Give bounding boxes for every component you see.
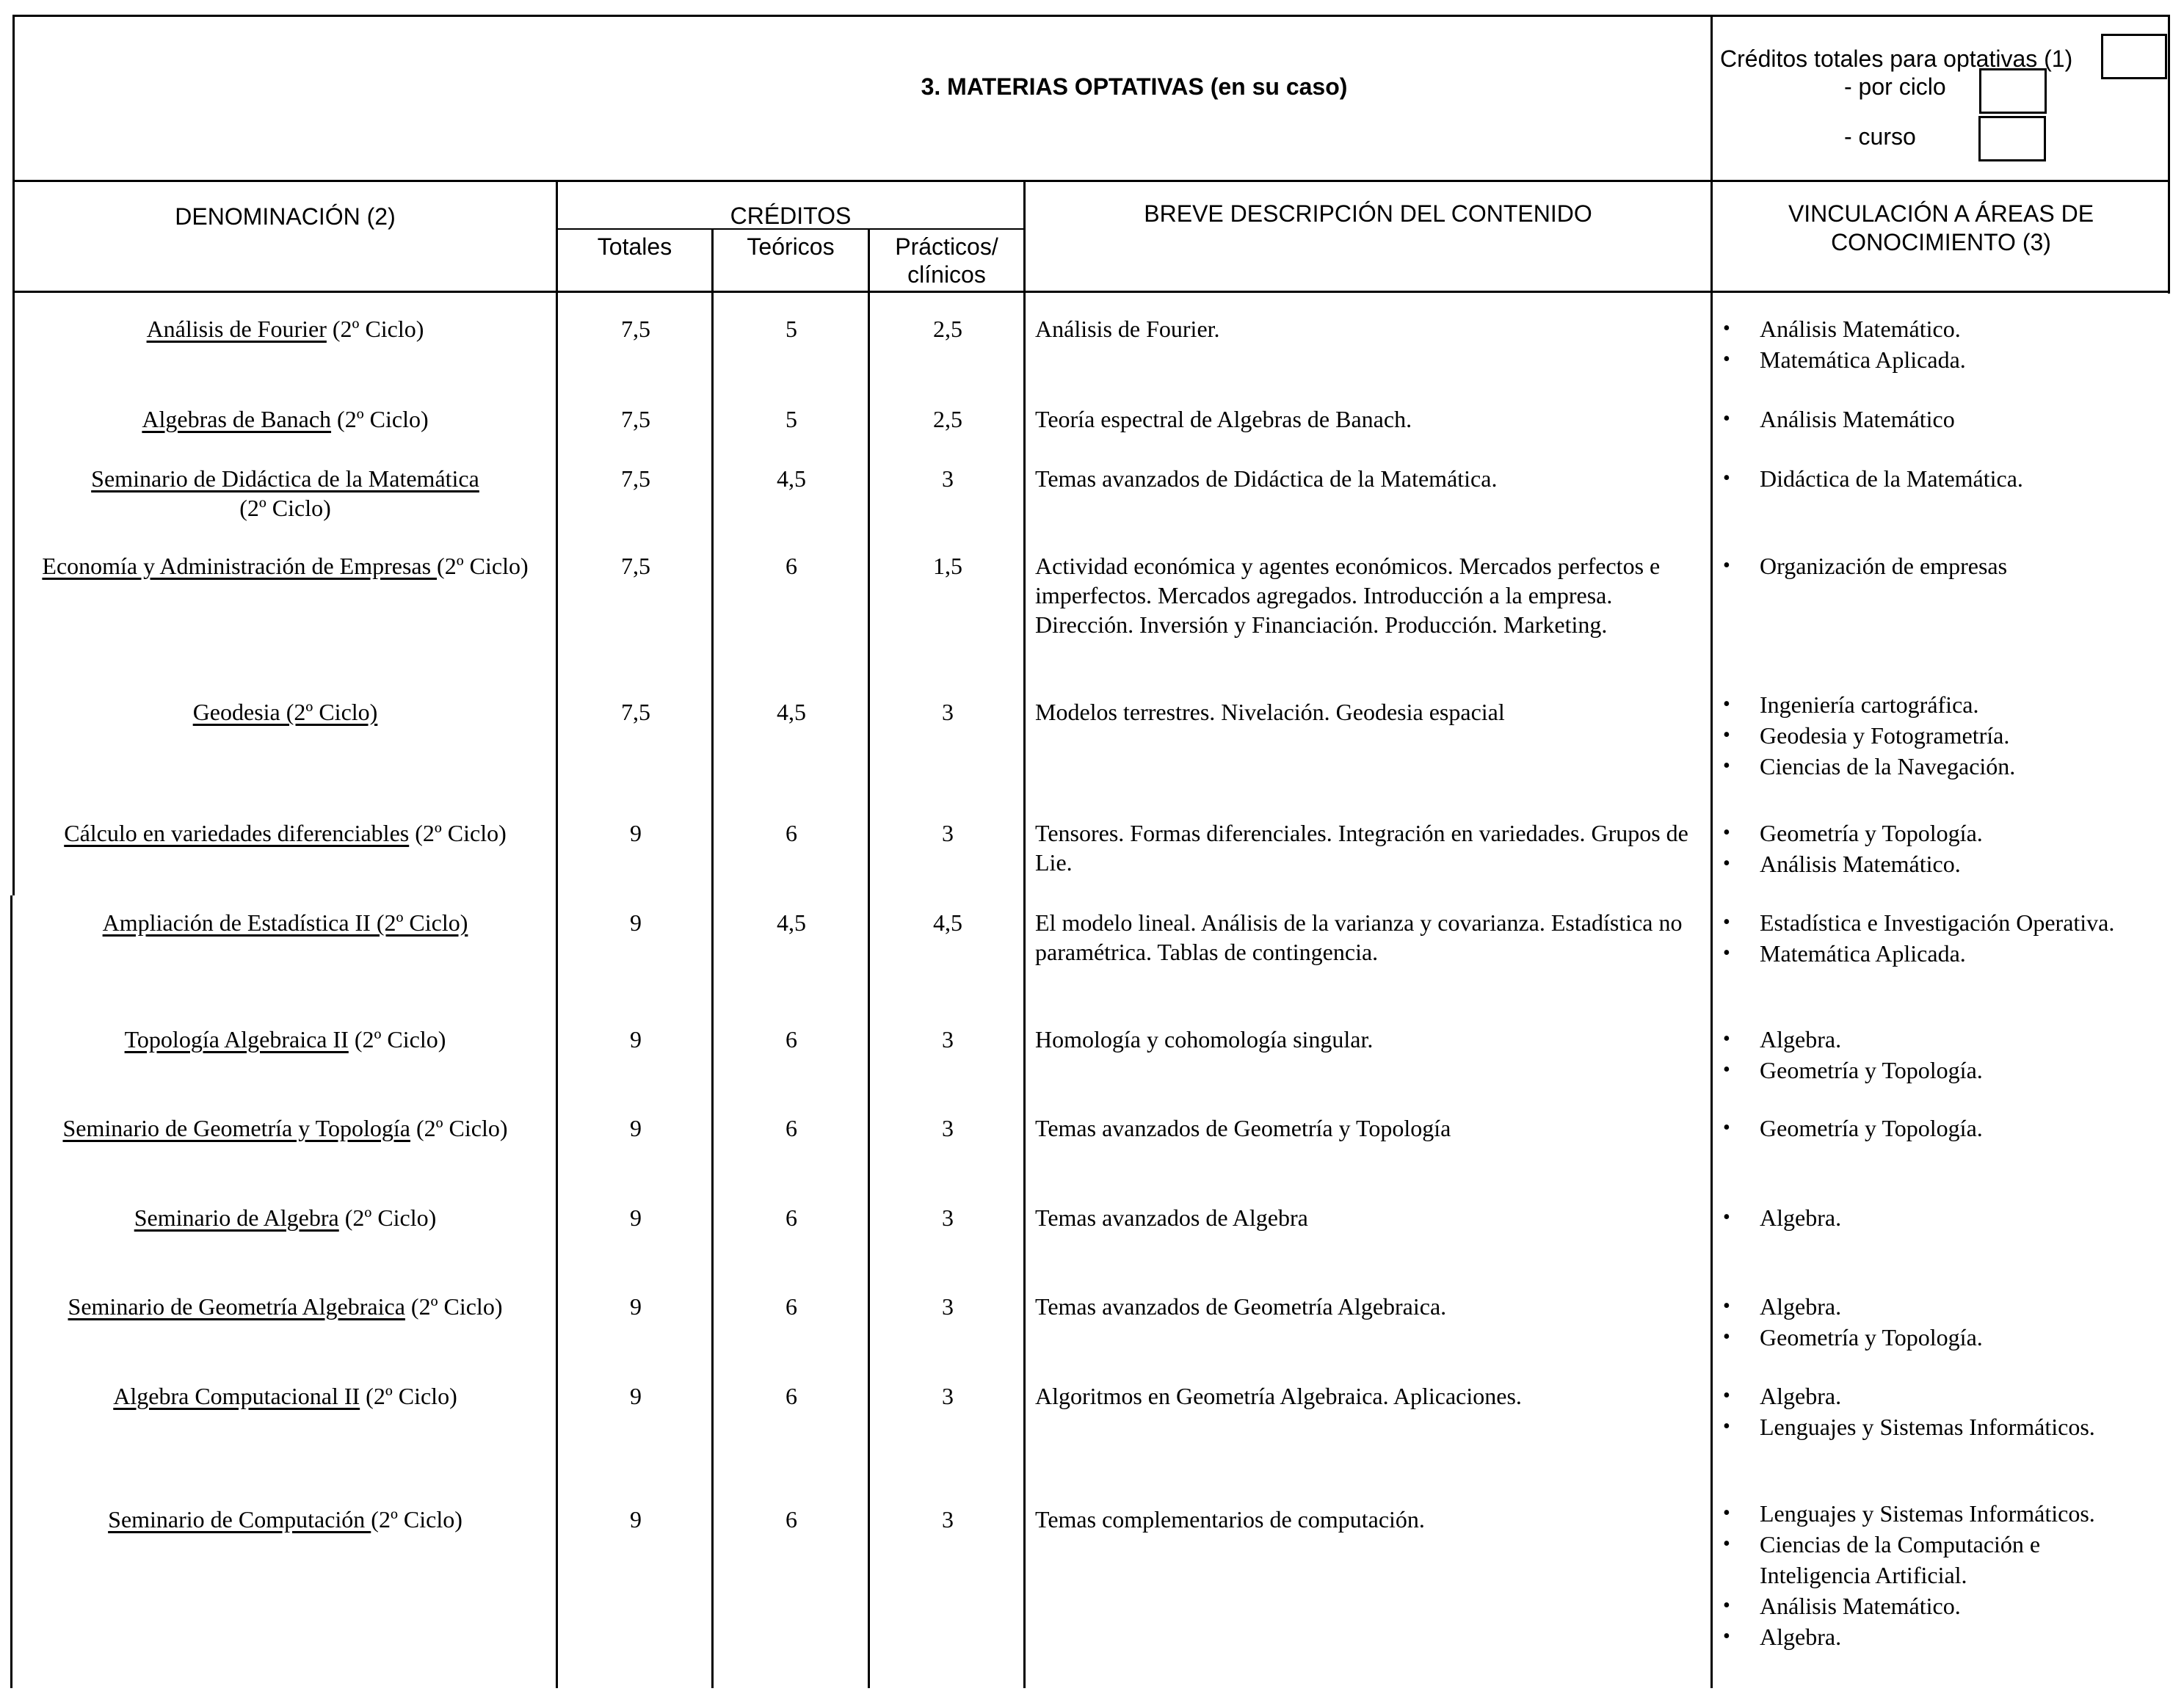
content-description: Temas complementarios de computación. [1035, 1506, 1425, 1533]
content-description: Homología y cohomología singular. [1035, 1026, 1374, 1053]
list-item [1713, 464, 2023, 495]
col-header-vinculacion-line2: CONOCIMIENTO (3) [1831, 229, 2051, 255]
credits-teoricos: 5 [786, 316, 797, 342]
content-description: Actividad económica y agentes económicos. Mercados perfectos e imperfectos. Mercados agregados. Introducción a la empresa. Dirección. Inversión y Financiación. Producción. Marketing. [1035, 553, 1661, 638]
border-left-lower [10, 895, 12, 1688]
credits-practicos: 3 [942, 1026, 954, 1053]
credits-totales: 9 [630, 1204, 642, 1231]
credits-teoricos: 6 [786, 1383, 797, 1409]
credits-teoricos: 6 [786, 1204, 797, 1231]
area-name: Análisis Matemático. [1760, 316, 1961, 342]
border-top [13, 15, 2170, 17]
list-item [1713, 752, 2015, 782]
list-item [1713, 818, 1983, 849]
area-name: Algebra. [1760, 1204, 1842, 1231]
list-item [1713, 721, 2015, 752]
col-header-totales: Totales [597, 233, 672, 260]
subject-title[interactable]: Seminario de Didáctica de la Matemática [91, 465, 479, 492]
area-name: Inteligencia Artificial. [1760, 1562, 1967, 1588]
bullet-icon: • [1723, 467, 1730, 490]
bullet-icon: • [1723, 407, 1730, 430]
area-name: Matemática Aplicada. [1760, 346, 1966, 373]
list-item [1713, 690, 2015, 721]
bullet-icon: • [1723, 693, 1730, 716]
bullet-icon: • [1723, 1058, 1730, 1081]
list-item [1713, 1622, 2095, 1653]
list-item [1713, 314, 1966, 345]
knowledge-areas-list [1713, 314, 1966, 376]
bullet-icon: • [1723, 942, 1730, 964]
credits-practicos: 3 [942, 465, 954, 492]
area-name: Análisis Matemático. [1760, 1593, 1961, 1619]
list-item [1713, 849, 1983, 880]
subject-cycle: (2º Ciclo) [437, 553, 529, 579]
list-item [1713, 1055, 1983, 1086]
credits-practicos: 3 [942, 820, 954, 846]
area-name: Ciencias de la Computación e [1760, 1531, 2041, 1557]
knowledge-areas-list [1713, 1113, 1983, 1144]
subject-cycle: (2º Ciclo) [404, 1293, 503, 1320]
area-name: Análisis Matemático [1760, 406, 1955, 432]
credits-practicos: 3 [942, 1115, 954, 1141]
subject-name-cell [15, 1203, 556, 1232]
credits-teoricos: 4,5 [777, 465, 806, 492]
subject-name-cell [15, 1113, 556, 1143]
list-item [1713, 1591, 2095, 1622]
col-header-vinculacion-line1: VINCULACIÓN A ÁREAS DE [1788, 200, 2094, 227]
content-description: Teoría espectral de Algebras de Banach. [1035, 406, 1412, 432]
list-item [1713, 1499, 2095, 1530]
credits-totales: 9 [630, 1115, 642, 1141]
subject-title[interactable]: Algebra Computacional II [113, 1383, 360, 1409]
bullet-icon: • [1723, 1384, 1730, 1407]
per-cycle-box[interactable] [1979, 68, 2047, 114]
credits-totales: 7,5 [621, 316, 650, 342]
list-item [1713, 345, 1966, 376]
bullet-icon: • [1723, 1625, 1730, 1648]
bullet-icon: • [1723, 724, 1730, 746]
list-item [1713, 551, 2007, 582]
credits-totales: 9 [630, 1293, 642, 1320]
subject-title[interactable]: Análisis de Fourier [146, 316, 327, 342]
credits-totales: 7,5 [621, 406, 650, 432]
content-description: El modelo lineal. Análisis de la varianza y covarianza. Estadística no paramétrica. Tablas de contingencia. [1035, 909, 1683, 965]
col-header-practicos: Prácticos/ [895, 233, 998, 260]
subject-name-cell [15, 1505, 556, 1534]
col-header-creditos: CRÉDITOS [730, 203, 852, 229]
col-header-clinicos: clínicos [907, 261, 986, 288]
area-name: Geodesia y Fotogrametría. [1760, 722, 2010, 749]
subject-cycle: (2º Ciclo) [338, 1204, 437, 1231]
credits-teoricos: 6 [786, 1026, 797, 1053]
area-name: Análisis Matemático. [1760, 851, 1961, 877]
area-name: Algebra. [1760, 1383, 1842, 1409]
subject-name-cell [15, 551, 556, 581]
bullet-icon: • [1723, 1116, 1730, 1139]
content-description: Tensores. Formas diferenciales. Integración en variedades. Grupos de Lie. [1035, 820, 1688, 876]
bullet-icon: • [1723, 1295, 1730, 1317]
content-description: Análisis de Fourier. [1035, 316, 1220, 342]
subject-name-cell [15, 464, 556, 523]
col-header-denominacion: DENOMINACIÓN (2) [175, 203, 396, 230]
area-name: Geometría y Topología. [1760, 1324, 1983, 1351]
credits-teoricos: 6 [786, 553, 797, 579]
credits-practicos: 3 [942, 1506, 954, 1533]
area-name: Geometría y Topología. [1760, 1115, 1983, 1141]
bullet-icon: • [1723, 317, 1730, 340]
subject-cycle: (2º Ciclo) [410, 1115, 508, 1141]
subject-title[interactable]: Algebras de Banach [142, 406, 332, 432]
page-title: 3. MATERIAS OPTATIVAS (en su caso) [921, 73, 1348, 100]
list-item [1713, 908, 2114, 939]
credits-totales: 7,5 [621, 699, 650, 725]
list-item [1713, 1381, 2095, 1412]
credits-totales: 7,5 [621, 553, 650, 579]
area-name: Estadística e Investigación Operativa. [1760, 909, 2115, 936]
bullet-icon: • [1723, 755, 1730, 777]
bullet-icon: • [1723, 1326, 1730, 1348]
bullet-icon: • [1723, 1533, 1730, 1555]
area-name: Didáctica de la Matemática. [1760, 465, 2023, 492]
col-header-teoricos: Teóricos [747, 233, 835, 260]
subject-cycle: (2º Ciclo) [331, 406, 429, 432]
list-item [1713, 404, 1955, 435]
credits-teoricos: 5 [786, 406, 797, 432]
knowledge-areas-list [1713, 1025, 1983, 1086]
bullet-icon: • [1723, 348, 1730, 371]
column-header-divider [13, 291, 2170, 293]
list-item [1713, 1530, 2095, 1560]
list-item [1713, 1203, 1841, 1234]
subject-name-cell [15, 1381, 556, 1411]
knowledge-areas-list [1713, 690, 2015, 782]
bullet-icon: • [1723, 852, 1730, 875]
credits-totales: 9 [630, 820, 642, 846]
list-item [1713, 1560, 2095, 1591]
subject-cycle: (2º Ciclo) [326, 316, 424, 342]
credits-totales: 9 [630, 1383, 642, 1409]
subject-title[interactable]: Seminario de Algebra [134, 1204, 339, 1231]
area-name: Algebra. [1760, 1624, 1842, 1650]
col-sep-teoricos [868, 228, 870, 1688]
credits-totales: 9 [630, 1026, 642, 1053]
subject-title[interactable]: Seminario de Geometría Algebraica [68, 1293, 405, 1320]
list-item [1713, 1292, 1983, 1323]
knowledge-areas-list [1713, 404, 1955, 435]
area-name: Geometría y Topología. [1760, 1057, 1983, 1083]
credits-practicos: 3 [942, 699, 954, 725]
subject-name-cell [15, 908, 556, 937]
content-description: Modelos terrestres. Nivelación. Geodesia espacial [1035, 699, 1505, 725]
knowledge-areas-list [1713, 1381, 2095, 1443]
subject-name-cell [15, 1025, 556, 1054]
header-divider [13, 180, 2170, 182]
per-course-label: - curso [1844, 123, 1916, 150]
credits-practicos: 1,5 [933, 553, 962, 579]
knowledge-areas-list [1713, 818, 1983, 880]
subject-title[interactable]: Ampliación de Estadística II (2º Ciclo) [102, 909, 468, 936]
knowledge-areas-list [1713, 908, 2114, 970]
content-description: Temas avanzados de Geometría Algebraica. [1035, 1293, 1447, 1320]
knowledge-areas-list [1713, 551, 2007, 582]
subject-name-cell [15, 404, 556, 434]
knowledge-areas-list [1713, 464, 2023, 495]
area-name: Matemática Aplicada. [1760, 940, 1966, 967]
credits-teoricos: 6 [786, 1293, 797, 1320]
credits-teoricos: 6 [786, 1506, 797, 1533]
credits-totales: 9 [630, 1506, 642, 1533]
credits-practicos: 4,5 [933, 909, 962, 936]
list-item [1713, 1323, 1983, 1353]
list-item [1713, 1412, 2095, 1443]
list-item [1713, 1113, 1983, 1144]
credits-practicos: 3 [942, 1293, 954, 1320]
credits-practicos: 3 [942, 1204, 954, 1231]
col-sep-totales [711, 228, 714, 1688]
subject-cycle: (2º Ciclo) [371, 1506, 462, 1533]
knowledge-areas-list [1713, 1292, 1983, 1353]
bullet-icon: • [1723, 1594, 1730, 1617]
subject-cycle: (2º Ciclo) [239, 495, 331, 521]
content-description: Temas avanzados de Algebra [1035, 1204, 1308, 1231]
subject-cycle: (2º Ciclo) [360, 1383, 457, 1409]
subject-cycle: (2º Ciclo) [348, 1026, 446, 1053]
credits-practicos: 3 [942, 1383, 954, 1409]
bullet-icon: • [1723, 821, 1730, 844]
credits-teoricos: 6 [786, 1115, 797, 1141]
credits-total-label: Créditos totales para optativas (1) [1720, 46, 2073, 72]
bullet-icon: • [1723, 1502, 1730, 1524]
subject-title[interactable]: Topología Algebraica II [124, 1026, 349, 1053]
area-name: Geometría y Topología. [1760, 820, 1983, 846]
per-cycle-label: - por ciclo [1844, 73, 1946, 100]
bullet-icon: • [1723, 554, 1730, 577]
knowledge-areas-list [1713, 1203, 1841, 1234]
subject-title[interactable]: Cálculo en variedades diferenciables [64, 820, 410, 846]
area-name: Algebra. [1760, 1293, 1842, 1320]
subject-cycle: (2º Ciclo) [409, 820, 507, 846]
area-name: Lenguajes y Sistemas Informáticos. [1760, 1500, 2095, 1527]
area-name: Ciencias de la Navegación. [1760, 753, 2016, 779]
credits-teoricos: 4,5 [777, 699, 806, 725]
content-description: Algoritmos en Geometría Algebraica. Aplicaciones. [1035, 1383, 1522, 1409]
credits-totales: 9 [630, 909, 642, 936]
area-name: Ingeniería cartográfica. [1760, 691, 1979, 718]
bullet-icon: • [1723, 1028, 1730, 1050]
knowledge-areas-list [1713, 1499, 2095, 1653]
bullet-icon: • [1723, 1206, 1730, 1229]
subject-name-cell [15, 697, 556, 727]
bullet-icon: • [1723, 911, 1730, 934]
subject-name-cell [15, 314, 556, 343]
list-item [1713, 1025, 1983, 1055]
area-name: Algebra. [1760, 1026, 1842, 1053]
subject-title[interactable]: Seminario de Geometría y Topología [62, 1115, 410, 1141]
credits-practicos: 2,5 [933, 406, 962, 432]
credits-totales: 7,5 [621, 465, 650, 492]
list-item [1713, 939, 2114, 970]
subject-title[interactable]: Seminario de Computación [108, 1506, 371, 1533]
area-name: Organización de empresas [1760, 553, 2008, 579]
subject-name-cell [15, 818, 556, 848]
subject-name-cell [15, 1292, 556, 1321]
content-description: Temas avanzados de Didáctica de la Matemática. [1035, 465, 1498, 492]
bullet-icon: • [1723, 1415, 1730, 1438]
content-description: Temas avanzados de Geometría y Topología [1035, 1115, 1451, 1141]
credits-practicos: 2,5 [933, 316, 962, 342]
credits-teoricos: 6 [786, 820, 797, 846]
per-course-box[interactable] [1978, 116, 2046, 161]
credits-teoricos: 4,5 [777, 909, 806, 936]
subject-title[interactable]: Geodesia (2º Ciclo) [192, 699, 378, 725]
col-header-descripcion: BREVE DESCRIPCIÓN DEL CONTENIDO [1144, 200, 1592, 227]
border-left-upper [12, 15, 15, 895]
subject-title[interactable]: Economía y Administración de Empresas [42, 553, 438, 579]
area-name: Lenguajes y Sistemas Informáticos. [1760, 1414, 2095, 1440]
credits-total-box[interactable] [2101, 34, 2167, 79]
